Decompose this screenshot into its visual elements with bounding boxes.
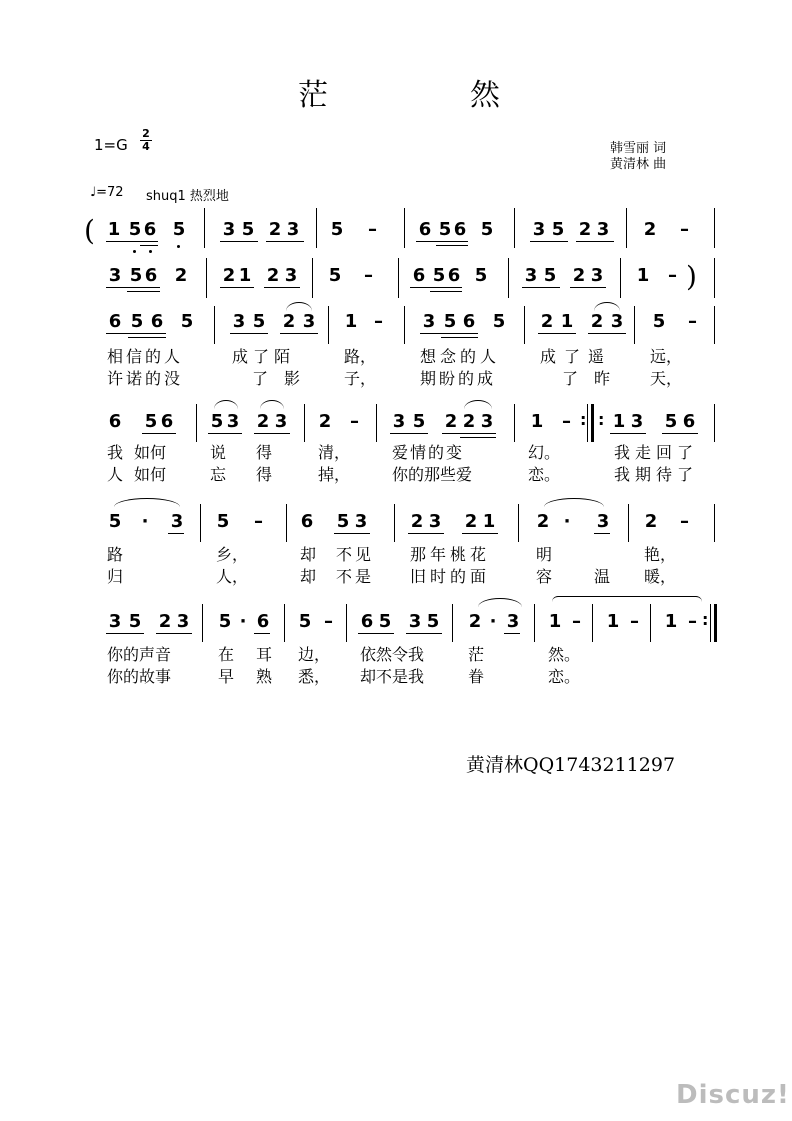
lyric: 却 <box>300 567 317 586</box>
note: 5 <box>130 311 144 332</box>
dash: – <box>350 411 359 432</box>
lyric: 幻。 <box>528 443 561 462</box>
dash: – <box>562 411 571 432</box>
beam <box>266 241 304 242</box>
tie <box>552 596 702 607</box>
barline <box>376 404 377 442</box>
beam <box>264 287 300 288</box>
note: 2 <box>643 219 657 240</box>
note: 1 <box>612 411 626 432</box>
note: 2 <box>464 511 478 532</box>
note: 3 <box>274 411 288 432</box>
barline <box>204 208 205 248</box>
note: 5 <box>108 511 122 532</box>
note: 5 <box>216 511 230 532</box>
note: 1 <box>482 511 496 532</box>
beam <box>420 333 478 334</box>
lyric: 如何 <box>134 465 167 484</box>
note: 3 <box>428 511 442 532</box>
lyric: 成了陌 <box>232 347 296 366</box>
barline <box>312 258 313 298</box>
beam <box>254 433 290 434</box>
beam <box>408 533 444 534</box>
note: 1 <box>344 311 358 332</box>
dash: – <box>254 511 263 532</box>
score-row-1 <box>0 214 792 260</box>
lyric: 我 <box>107 443 124 462</box>
composer-credit: 黄清林 曲 <box>610 157 667 172</box>
note: 5 <box>180 311 194 332</box>
note: 2 <box>222 265 236 286</box>
low-octave-dot <box>133 250 136 253</box>
note: 3 <box>226 411 240 432</box>
beam <box>406 633 442 634</box>
low-octave-dot <box>149 250 152 253</box>
lyric: 得 <box>256 465 273 484</box>
note: 6 <box>256 611 270 632</box>
beam <box>358 633 394 634</box>
lyric: 艳， <box>644 545 677 564</box>
note: 6 <box>462 311 476 332</box>
lyric: 人， <box>216 567 249 586</box>
tempo-mark: ♩=72 <box>90 185 124 200</box>
note: 5 <box>378 611 392 632</box>
lyric: 子， <box>344 369 377 388</box>
barline <box>316 208 317 248</box>
note: 3 <box>108 265 122 286</box>
lyric: 说 <box>210 443 227 462</box>
note: 5 <box>129 265 143 286</box>
note: 3 <box>392 411 406 432</box>
note: 1 <box>636 265 650 286</box>
note: 3 <box>480 411 494 432</box>
discuz-watermark: Discuz! <box>676 1080 790 1110</box>
lyric: 我期待了 <box>614 465 699 484</box>
note: 6 <box>143 219 157 240</box>
note: 2 <box>158 611 172 632</box>
beam <box>462 533 498 534</box>
note: 2 <box>282 311 296 332</box>
barline <box>591 404 594 442</box>
note: 3 <box>610 311 624 332</box>
lyric: 乡， <box>216 545 249 564</box>
beam <box>128 337 166 338</box>
beam <box>230 333 268 334</box>
barline <box>214 306 215 344</box>
barline <box>714 306 715 344</box>
note: 5 <box>298 611 312 632</box>
note: 5 <box>432 265 446 286</box>
lyric: 那年桃花 <box>410 545 491 564</box>
barline <box>534 604 535 642</box>
beam <box>106 241 158 242</box>
barline <box>398 258 399 298</box>
song-title-char-2: 然 <box>470 78 500 113</box>
time-signature-bottom: 4 <box>142 140 150 153</box>
beam <box>570 287 606 288</box>
lyric: 天， <box>650 369 683 388</box>
note: 3 <box>506 611 520 632</box>
note: 3 <box>422 311 436 332</box>
note: 2 <box>536 511 550 532</box>
note: 3 <box>630 411 644 432</box>
lyric: 温 <box>594 567 611 586</box>
note: 3 <box>408 611 422 632</box>
beam <box>594 533 610 534</box>
note: 3 <box>232 311 246 332</box>
note: 2 <box>268 219 282 240</box>
note: 3 <box>354 511 368 532</box>
lyric: 然。 <box>548 645 581 664</box>
note: · <box>563 511 571 532</box>
lyric: 茫 <box>468 645 485 664</box>
note: 5 <box>210 411 224 432</box>
barline <box>714 258 715 298</box>
note: 5 <box>328 265 342 286</box>
note: 5 <box>443 311 457 332</box>
note: 2 <box>644 511 658 532</box>
beam <box>576 241 614 242</box>
barline <box>650 604 651 642</box>
barline <box>394 504 395 542</box>
beam <box>504 633 520 634</box>
note: 5 <box>330 219 344 240</box>
score-row-2 <box>0 260 792 306</box>
dash: – <box>680 511 689 532</box>
beam <box>127 291 160 292</box>
beam <box>220 287 254 288</box>
beam <box>662 433 698 434</box>
barline <box>346 604 347 642</box>
lyric: 路， <box>344 347 377 366</box>
note: 5 <box>664 411 678 432</box>
note: 6 <box>108 311 122 332</box>
note: 6 <box>418 219 432 240</box>
lyric: 远， <box>650 347 683 366</box>
note: 2 <box>572 265 586 286</box>
score-row-5 <box>0 512 792 602</box>
note: 2 <box>318 411 332 432</box>
beam <box>142 433 176 434</box>
note: 5 <box>426 611 440 632</box>
barline <box>628 504 629 542</box>
author-signature: 黄清林QQ1743211297 <box>466 754 676 776</box>
note: 1 <box>560 311 574 332</box>
lyric: 忘 <box>210 465 227 484</box>
note: · <box>489 611 497 632</box>
dash: – <box>368 219 377 240</box>
note: 3 <box>170 511 184 532</box>
lyric: 不是 <box>336 567 375 586</box>
note: 3 <box>222 219 236 240</box>
barline <box>592 604 593 642</box>
expression-mark: shuq1 热烈地 <box>146 189 229 204</box>
note: 6 <box>144 265 158 286</box>
lyric: 昨 <box>594 369 611 388</box>
note: · <box>141 511 149 532</box>
barline <box>634 306 635 344</box>
note: 5 <box>144 411 158 432</box>
lyric: 归 <box>107 567 124 586</box>
lyric: 你的故事 <box>107 667 172 686</box>
note: 2 <box>590 311 604 332</box>
lyric: 熟 <box>256 667 273 686</box>
note: 2 <box>468 611 482 632</box>
note: 1 <box>238 265 252 286</box>
lyric: 明 <box>536 545 553 564</box>
song-title-char-1: 茫 <box>298 78 328 113</box>
note: 6 <box>360 611 374 632</box>
lyric: 影 <box>284 369 301 388</box>
lyric: 成了遥 <box>540 347 613 366</box>
beam <box>410 287 462 288</box>
note: 6 <box>447 265 461 286</box>
note: 6 <box>682 411 696 432</box>
note: 3 <box>532 219 546 240</box>
beam <box>156 633 192 634</box>
beam <box>538 333 576 334</box>
barline <box>284 604 285 642</box>
barline <box>620 258 621 298</box>
note: 2 <box>462 411 476 432</box>
note: 3 <box>590 265 604 286</box>
lyric: 爱情的变 <box>392 443 465 462</box>
repeat-close-paren: ) <box>686 260 697 293</box>
note: 3 <box>596 511 610 532</box>
lyric: 却不是我 <box>360 667 425 686</box>
note: 2 <box>410 511 424 532</box>
barline <box>626 208 627 248</box>
barline <box>710 604 711 642</box>
note: 5 <box>652 311 666 332</box>
note: 6 <box>160 411 174 432</box>
beam <box>220 241 258 242</box>
barline <box>714 504 715 542</box>
barline <box>514 404 515 442</box>
barline <box>714 404 715 442</box>
note: 5 <box>218 611 232 632</box>
lyric: 边， <box>298 645 331 664</box>
beam <box>254 633 270 634</box>
barline <box>206 258 207 298</box>
note: 6 <box>453 219 467 240</box>
note: 6 <box>300 511 314 532</box>
note: 1 <box>664 611 678 632</box>
note: 5 <box>128 219 142 240</box>
key-signature: 1=G <box>94 136 128 154</box>
barline <box>304 404 305 442</box>
beam <box>442 433 496 434</box>
barline <box>518 504 519 542</box>
beam <box>280 333 318 334</box>
time-signature-top: 2 <box>142 127 150 140</box>
note: 5 <box>474 265 488 286</box>
lyric: 早 <box>218 667 235 686</box>
lyric: 依然令我 <box>360 645 425 664</box>
note: 3 <box>302 311 316 332</box>
note: 1 <box>107 219 121 240</box>
dash: – <box>374 311 383 332</box>
beam <box>106 633 144 634</box>
lyric: 清， <box>318 443 351 462</box>
barline <box>404 306 405 344</box>
barline <box>714 208 715 248</box>
note: 5 <box>241 219 255 240</box>
lyric: 容 <box>536 567 553 586</box>
note: 5 <box>128 611 142 632</box>
lyric: 许诺的没 <box>107 369 184 388</box>
note: 2 <box>174 265 188 286</box>
beam <box>430 291 462 292</box>
note: 2 <box>578 219 592 240</box>
lyric: 路 <box>107 545 124 564</box>
note: 3 <box>108 611 122 632</box>
note: 3 <box>284 265 298 286</box>
barline <box>587 404 588 442</box>
lyric: 你的声音 <box>107 645 172 664</box>
note: 5 <box>492 311 506 332</box>
lyric: 你的那些爱 <box>392 465 473 484</box>
repeat-dots: : <box>702 610 709 629</box>
beam <box>610 433 646 434</box>
dash: – <box>680 219 689 240</box>
beam <box>416 241 468 242</box>
lyric: 耳 <box>256 645 273 664</box>
note: 2 <box>444 411 458 432</box>
score-row-3 <box>0 312 792 402</box>
beam <box>208 433 242 434</box>
note: 6 <box>412 265 426 286</box>
note: 5 <box>336 511 350 532</box>
barline <box>524 306 525 344</box>
lyric: 暖， <box>644 567 677 586</box>
note: 5 <box>480 219 494 240</box>
lyric: 眷 <box>468 667 485 686</box>
beam <box>168 533 184 534</box>
barline <box>514 208 515 248</box>
lyric: 在 <box>218 645 235 664</box>
beam <box>522 287 560 288</box>
beam <box>140 245 158 246</box>
note: 1 <box>606 611 620 632</box>
beam <box>334 533 370 534</box>
dash: – <box>668 265 677 286</box>
lyric: 旧时的面 <box>410 567 491 586</box>
note: 6 <box>150 311 164 332</box>
note: 5 <box>543 265 557 286</box>
lyric: 却 <box>300 545 317 564</box>
barline <box>200 504 201 542</box>
note: 2 <box>540 311 554 332</box>
lyric: 相信的人 <box>107 347 184 366</box>
lyricist-credit: 韩雪丽 词 <box>610 141 667 156</box>
beam <box>460 437 496 438</box>
barline <box>508 258 509 298</box>
note: 5 <box>412 411 426 432</box>
note: 2 <box>256 411 270 432</box>
lyric: 掉， <box>318 465 351 484</box>
dash: – <box>688 611 697 632</box>
lyric: 人 <box>107 465 124 484</box>
lyric: 得 <box>256 443 273 462</box>
repeat-dots: : <box>598 410 605 429</box>
repeat-dots: : <box>580 410 587 429</box>
note: 5 <box>252 311 266 332</box>
note: 3 <box>286 219 300 240</box>
note: 1 <box>530 411 544 432</box>
dash: – <box>630 611 639 632</box>
beam <box>530 241 568 242</box>
lyric: 我走回了 <box>614 443 699 462</box>
barline <box>196 404 197 442</box>
barline <box>328 306 329 344</box>
note: · <box>239 611 247 632</box>
beam <box>436 245 468 246</box>
barline <box>714 604 717 642</box>
note: 5 <box>551 219 565 240</box>
dash: – <box>324 611 333 632</box>
dash: – <box>572 611 581 632</box>
beam <box>588 333 626 334</box>
lyric: 恋。 <box>548 667 581 686</box>
barline <box>452 604 453 642</box>
score-row-6 <box>0 612 792 702</box>
beam <box>390 433 428 434</box>
note: 3 <box>176 611 190 632</box>
note: 5 <box>172 219 186 240</box>
repeat-open-paren: ( <box>84 214 95 247</box>
score-row-4 <box>0 412 792 502</box>
beam <box>441 337 478 338</box>
lyric: 了 <box>252 369 269 388</box>
lyric: 恋。 <box>528 465 561 484</box>
note: 2 <box>266 265 280 286</box>
lyric: 想念的人 <box>420 347 501 366</box>
lyric: 期盼的成 <box>420 369 497 388</box>
dash: – <box>364 265 373 286</box>
lyric: 悉， <box>298 667 331 686</box>
barline <box>202 604 203 642</box>
beam <box>106 333 166 334</box>
barline <box>404 208 405 248</box>
lyric: 如何 <box>134 443 167 462</box>
low-octave-dot <box>177 245 180 248</box>
beam <box>106 287 160 288</box>
note: 3 <box>524 265 538 286</box>
note: 6 <box>108 411 122 432</box>
note: 3 <box>596 219 610 240</box>
dash: – <box>688 311 697 332</box>
lyric: 不见 <box>336 545 375 564</box>
note: 1 <box>548 611 562 632</box>
lyric: 了 <box>562 369 579 388</box>
barline <box>286 504 287 542</box>
time-signature <box>140 128 152 153</box>
note: 5 <box>438 219 452 240</box>
